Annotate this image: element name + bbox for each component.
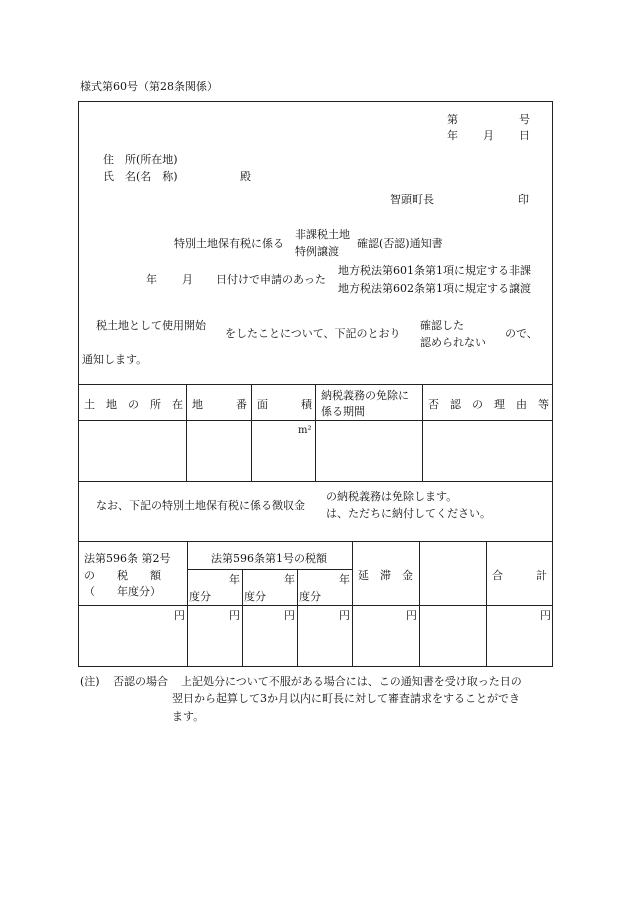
seal-mark: 印 — [518, 193, 529, 206]
table2-col-divider — [242, 569, 243, 667]
date-year: 年 — [447, 129, 458, 142]
title-suffix: 確認(否認)通知書 — [357, 237, 443, 250]
table2-header-fiscal-year: （ 年度分） — [84, 585, 161, 598]
table2-yen-unit: 円 — [174, 609, 185, 622]
dono-label: 殿 — [240, 170, 251, 183]
table2-dobun-label: 度分 — [244, 590, 266, 603]
table2-col-divider — [486, 541, 487, 667]
body-not-approved: 認められない — [420, 336, 486, 349]
body-application-date: 日付けで申請のあった — [216, 273, 326, 286]
table1-header-location: 土 地 の 所 在 — [84, 398, 183, 411]
table2-header-law-596-1: 法第596条第1号の税額 — [211, 552, 327, 565]
table2-yen-unit: 円 — [339, 609, 350, 622]
title-prefix: 特別土地保有税に係る — [174, 237, 284, 250]
table2-yen-unit: 円 — [229, 609, 240, 622]
notice-lead: なお、下記の特別土地保有税に係る徴収金 — [96, 499, 305, 512]
body-node: ので、 — [505, 327, 538, 340]
note-line-2: 翌日から起算して3か月以内に町長に対して審査請求をすることができ — [172, 692, 520, 705]
body-notify: 通知します。 — [82, 353, 148, 366]
table2-header-rule — [78, 605, 553, 606]
table2-header-total: 合 計 — [492, 569, 547, 582]
table2-header-late-fee: 延 滞 金 — [358, 569, 413, 582]
table2-col-divider — [297, 569, 298, 667]
form-number-label: 様式第60号（第28条関係） — [80, 80, 218, 93]
table2-top-rule — [78, 541, 553, 542]
title-option-special-transfer: 特例譲渡 — [295, 245, 339, 258]
table1-col-divider — [315, 384, 316, 481]
body-law-601: 地方税法第601条第1項に規定する非課 — [338, 264, 531, 277]
table2-year-label: 年 — [339, 573, 350, 586]
table2-dobun-label: 度分 — [189, 590, 211, 603]
title-option-nontaxable: 非課税土地 — [295, 228, 350, 241]
table2-subheader-rule — [187, 569, 352, 570]
table2-yen-unit: 円 — [540, 609, 551, 622]
table1-header-denial-reason: 否 認 の 理 由 等 — [428, 398, 549, 411]
body-year: 年 — [146, 273, 157, 286]
notice-exempted: の納税義務は免除します。 — [326, 490, 458, 503]
table2-header-tax-amount: の 税 額 — [84, 569, 161, 582]
body-confirmed: 確認した — [420, 319, 464, 332]
table2-header-law-596-2: 法第596条 第2号 — [84, 552, 171, 565]
date-month: 月 — [483, 129, 494, 142]
table1-header-exemption-period-2: 係る期間 — [321, 405, 365, 418]
address-label: 住 所(所在地) — [103, 153, 178, 166]
table1-bottom-rule — [78, 481, 553, 482]
number-dai: 第 — [447, 113, 458, 126]
table1-col-divider — [251, 384, 252, 481]
name-label: 氏 名(名 称) — [103, 170, 178, 183]
body-use-start: 税土地として使用開始 — [96, 319, 206, 332]
table1-col-divider — [186, 384, 187, 481]
table1-col-divider — [422, 384, 423, 481]
table2-col-divider — [419, 541, 420, 667]
table2-yen-unit: 円 — [406, 609, 417, 622]
date-day: 日 — [519, 129, 530, 142]
table2-dobun-label: 度分 — [299, 590, 321, 603]
mayor-label: 智頭町長 — [390, 193, 434, 206]
table2-yen-unit: 円 — [284, 609, 295, 622]
body-middle-text: をしたことについて、下記のとおり — [225, 327, 401, 340]
table1-header-exemption-period-1: 納税義務の免除に — [321, 389, 409, 402]
note-label: (注) — [80, 675, 100, 688]
note-case: 否認の場合 — [113, 675, 168, 688]
table2-col-divider — [352, 541, 353, 667]
table2-year-label: 年 — [284, 573, 295, 586]
table1-area-unit: m² — [298, 425, 312, 436]
notice-pay-immediately: は、ただちに納付してください。 — [326, 507, 491, 520]
note-line-3: ます。 — [172, 710, 205, 723]
table1-header-lot-number: 地 番 — [192, 398, 247, 411]
table1-header-area: 面 積 — [257, 398, 312, 411]
table2-col-divider — [187, 541, 188, 667]
body-law-602: 地方税法第602条第1項に規定する譲渡 — [338, 282, 531, 295]
number-go: 号 — [519, 113, 530, 126]
note-line-1: 上記処分について不服がある場合には、この通知書を受け取った日の — [181, 675, 522, 688]
table2-year-label: 年 — [229, 573, 240, 586]
body-month: 月 — [182, 273, 193, 286]
